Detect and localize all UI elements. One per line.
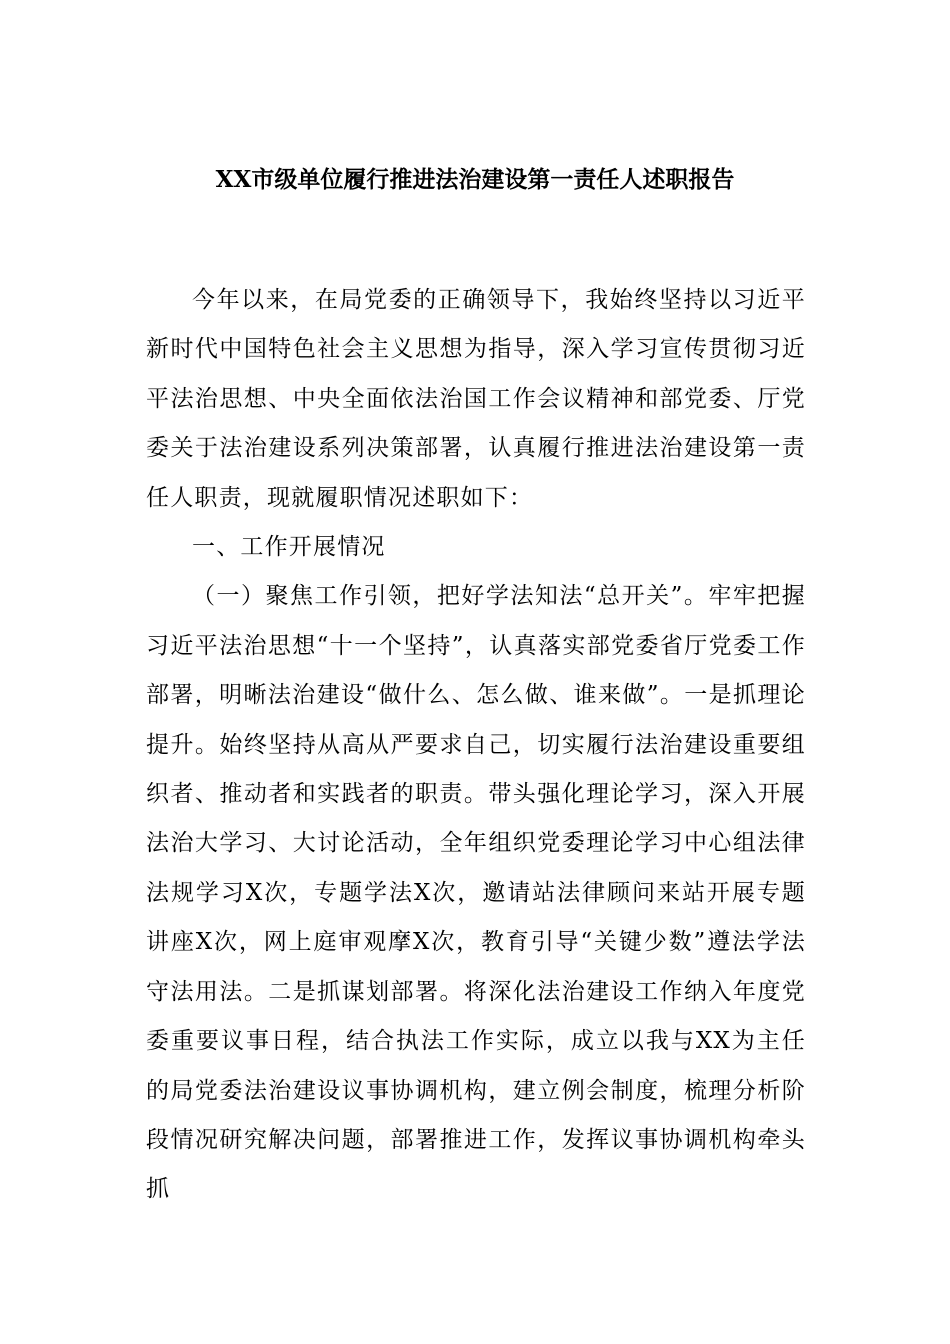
paragraph-intro: 今年以来，在局党委的正确领导下，我始终坚持以习近平新时代中国特色社会主义思想为指导，深入学习宣传贯彻习近平法治思想、中央全面依法治国工作会议精神和部党委、厅党委关于法治建设系列决策部署，认真履行推进法治建设第一责任人职责，现就履职情况述职如下： xyxy=(146,287,806,511)
document-title: XX市级单位履行推进法治建设第一责任人述职报告 xyxy=(215,166,735,193)
paragraph-section-1: （一）聚焦工作引领，把好学法知法“总开关”。牢牢把握习近平法治思想“十一个坚持”，认真落实部党委省厅党委工作部署，明晰法治建设“做什么、怎么做、谁来做”。一是抓理论提升。始终坚持从高从严要求自己，切实履行法治建设重要组织者、推动者和实践者的职责。带头强化理论学习，深入开展法治大学习、大讨论活动，全年组织党委理论学习中心组法律法规学习X次，专题学法X次，邀请站法律顾问来站开展专题讲座X次，网上庭审观摩X次，教育引导“关键少数”遵法学法守法用法。二是抓谋划部署。将深化法治建设工作纳入年度党委重要议事日程，结合执法工作实际，成立以我与XX为主任的局党委法治建设议事协调机构，建立例会制度，梳理分析阶段情况研究解决问题，部署推进工作，发挥议事协调机构牵头抓 xyxy=(146,583,806,1203)
document-body xyxy=(146,276,806,1215)
section-heading: 一、工作开展情况 xyxy=(192,534,386,561)
